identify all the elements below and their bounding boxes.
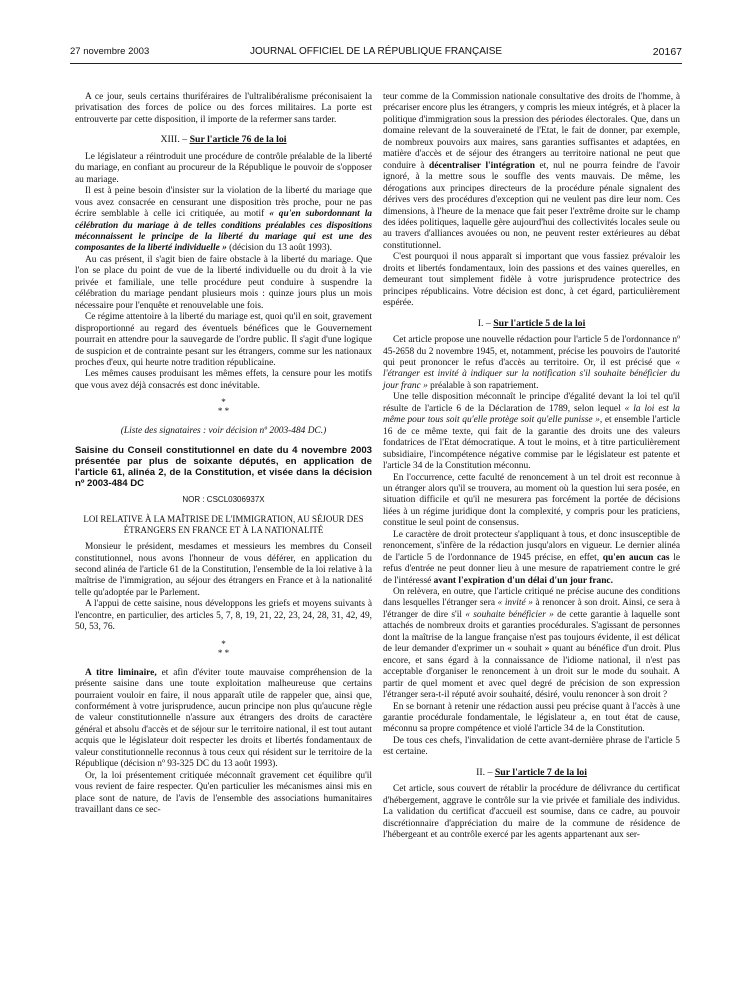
- separator-stars: * * *: [217, 638, 230, 658]
- text-run: préalable à son rapatriement.: [427, 380, 539, 391]
- text-run: de cette garantie à laquelle sont attachés de nombreux droits et garanties procédurales. S'agissant de personnes dont la maîtrise de la langue française n'est pas toujours évidente, il est délicat de leur demander d'exprimer un « souhait » quant au bénéfice d'un droit. Plus encore, et sans égard à la connaissance de l'idiome national, il n'est pas acceptable d'organiser le renoncement à un droit sur le mode du souhait. A partir de quel moment et avec quel degré de précision de son expression l'étranger sera-t-il réputé avoir souhaité, désiré, voulu renoncer à son droit ?: [383, 609, 680, 701]
- text-run: Le caractère de droit protecteur s'appliquant à tous, et donc insusceptible de renoncement, s'infère de la rédaction jusqu'alors en vigueur. Le dernier alinéa de l'article 5 de l'ordonnance de 1945 précise, en effet,: [383, 529, 680, 563]
- paragraph: C'est pourquoi il nous apparaît si important que vous fassiez prévaloir les droits et libertés fondamentaux, loin des passions et des vaines querelles, en demeurant tout simplement fidèle à votre jurisprudence protectrice des principes républicains. Votre décision est donc, à cet égard, particulièrement espérée.: [383, 252, 680, 309]
- section-heading: [383, 767, 680, 778]
- text-run: à renoncer à son droit. Ainsi, ce sera à l'étranger de dire s'il: [383, 598, 681, 620]
- paragraph: Monsieur le président, mesdames et messieurs les membres du Conseil constitutionnel, nous avons l'honneur de vous déférer, en application du second alinéa de l'article 61 de la Constitution, l'ensemble de la loi relative à la maîtrise de l'immigration, au séjour des étrangers en France et à la nationalité telle qu'adoptée par le Parlement.: [75, 542, 372, 598]
- paragraph: De tous ces chefs, l'invalidation de cette avant-dernière phrase de l'article 5 est certaine.: [383, 735, 680, 758]
- paragraph: [383, 587, 680, 702]
- paragraph: En se bornant à retenir une rédaction aussi peu précise quant à l'accès à une garantie procédurale fondamentale, le législateur a, en tout état de cause, méconnu sa propre compétence et violé l'article 34 de la Constitution.: [383, 701, 680, 735]
- signatories-note: (Liste des signataires : voir décision nº 2003-484 DC.): [120, 426, 327, 437]
- text-run: On relèvera, en outre, que l'article critiqué ne précise aucune des conditions dans lesquelles l'étranger sera: [383, 587, 680, 609]
- emphasis: avant l'expiration d'un délai d'un jour franc.: [433, 575, 613, 586]
- section-title: Sur l'article 5 de la loi: [493, 317, 586, 329]
- law-title: LOI RELATIVE À LA MAÎTRISE DE L'IMMIGRATION, AU SÉJOUR DES ÉTRANGERS EN FRANCE ET À LA NATIONALITÉ: [83, 514, 364, 536]
- text-run: (décision du 13 août 1993).: [226, 243, 333, 254]
- paragraph: Le législateur a réintroduit une procédure de contrôle préalable de la liberté du mariage, en confiant au procureur de la République le pouvoir de s'opposer au mariage.: [75, 151, 372, 185]
- nor-reference: NOR : CSCL0306937X: [182, 494, 265, 504]
- text-run: Cet article propose une nouvelle rédaction pour l'article 5 de l'ordonnance nº 45-2658 du 2 novembre 1945, et, notamment, précise les pouvoirs de l'autorité qui peut prononcer le refus d'accès au territoire. Or, il est précisé que: [383, 335, 680, 368]
- text-run: teur comme de la Commission nationale consultative des droits de l'homme, à précariser encore plus les étrangers, y compris les mieux intégrés, et à placer la politique d'immigration sous la pression des périodes électorales. Que, dans un domaine relevant de la souveraineté de l'Etat, le fait de donner, par exemple, de nombreux pouvoirs aux maires, sans garanties suffisantes et adaptées, en matière d'accès et de séjour des étrangers au territoire national ne peut que conduire à: [383, 92, 680, 171]
- paragraph: A l'appui de cette saisine, nous développons les griefs et moyens suivants à l'encontre, en particulier, des articles 5, 7, 8, 19, 21, 22, 23, 24, 28, 31, 42, 49, 50, 53, 76.: [75, 599, 372, 633]
- text-run: Une telle disposition méconnaît le principe d'égalité devant la loi tel qu'il résulte de l'article 6 de la Déclaration de 1789, selon lequel: [383, 392, 680, 414]
- section-number: I. –: [477, 317, 494, 329]
- paragraph: [383, 335, 680, 392]
- paragraph: A ce jour, seuls certains thuriféraires de l'ultralibéralisme préconisaient la privatisation des forces de police ou des forces militaires. La porte est entrouverte par cette disposition, il importe de la refermer sans tarder.: [75, 92, 372, 125]
- page-header: [70, 46, 682, 62]
- journal-title: JOURNAL OFFICIEL DE LA RÉPUBLIQUE FRANÇAISE: [249, 46, 503, 57]
- separator-stars: * * *: [217, 397, 230, 417]
- paragraph: En l'occurrence, cette faculté de renoncement à un tel droit est reconnue à un étranger alors qu'il se trouvera, au moment où la question lui sera posée, en situation difficile et qu'il ne mesurera pas forcément la portée de décisions liées à un régime juridique dont la complexité, y compris pour les praticiens, constitue le seul point de consensus.: [383, 472, 680, 529]
- text-run: et, nul ne pourra feindre de l'avoir ignoré, à la mettre sous le souffle des vents mauvais. De même, les dérogations aux principes directeurs de la procédure pénale signalent des dérives vers des procédures d'exception qui ne veulent pas dire leur nom. Ces dimensions, à l'heure de la menace que fait peser l'extrême droite sur le champ des idées politiques, laquelle gère aujourd'hui des collectivités locales seule ou au travers d'alliances avouées ou non, ne peuvent rester extérieures au débat constitutionnel.: [383, 160, 681, 251]
- quotation: « qu'en subordonnant la célébration du mariage à de telles conditions préalables ces dispositions méconnaissent le principe de la liberté du mariage qui est une des composantes de la liberté individuelle »: [75, 209, 372, 254]
- paragraph: [75, 668, 372, 771]
- paragraph: Les mêmes causes produisant les mêmes effets, la censure pour les motifs que vous avez déjà consacrés est donc inévitable.: [75, 369, 372, 391]
- lead-in: A titre liminaire,: [85, 667, 157, 678]
- paragraph: [383, 530, 680, 587]
- section-heading: [75, 134, 372, 145]
- paragraph: [383, 92, 680, 252]
- emphasis: qu'en aucun cas: [602, 552, 670, 563]
- saisine-heading: Saisine du Conseil constitutionnel en date du 4 novembre 2003 présentée par plus de soixante députés, en application de l'article 61, alinéa 2, de la Constitution, et visée dans la décision nº 2003-484 DC: [75, 444, 372, 490]
- quotation: « invité »: [497, 598, 533, 609]
- section-number: XIII. –: [160, 134, 190, 146]
- text-run: le refus d'entrée ne peut donner lieu à une mesure de rapatriement contre le gré de l'intéressé: [383, 552, 680, 586]
- header-date: 27 novembre 2003: [70, 46, 150, 57]
- paragraph: Or, la loi présentement critiquée méconnaît gravement cet équilibre qu'il vous revient de faire respecter. Qu'en particulier les mécanismes ainsi mis en place sont de nature, de l'avis de l'ensemble des associations humanitaires travaillant dans ce sec-: [75, 770, 372, 816]
- paragraph: Au cas présent, il s'agit bien de faire obstacle à la liberté du mariage. Que l'on se place du point de vue de la liberté individuelle ou du droit à la vie privée et familiale, une telle procédure peut conduire à suspendre la célébration du mariage pendant plusieurs mois : quinze jours plus un mois nécessaire pour l'enquête et renouvelable une fois.: [75, 254, 372, 311]
- section-title: Sur l'article 76 de la loi: [189, 134, 287, 146]
- paragraph: [75, 186, 372, 255]
- right-column: [383, 92, 680, 842]
- section-number: II. –: [476, 766, 495, 778]
- paragraph: [383, 392, 680, 472]
- text-run: et afin d'éviter toute mauvaise compréhension de la présente saisine dans une toute exploitation malheureuse que certains pourraient vouloir en faire, il nous apparaît utile de rappeler que, ainsi que, conformément à votre jurisprudence, aucun principe non plus qu'aucune règle de valeur constitutionnelle n'assure aux étrangers des droits de caractère général et absolu d'accès et de séjour sur le territoire national, il est tout autant acquis que le législateur doit respecter les droits et libertés fondamentaux de valeur constitutionnelle reconnus à tous ceux qui résident sur le territoire de la République (décision nº 93-325 DC du 13 août 1993).: [75, 667, 372, 770]
- header-rule: [70, 63, 682, 64]
- paragraph: Ce régime attentoire à la liberté du mariage est, quoi qu'il en soit, gravement disproportionné au regard des éventuels bénéfices que le Gouvernement pourrait en attendre pour la sauvegarde de l'ordre public. Il s'agit d'une logique de suspicion et de contrainte pesant sur les étrangers, comme sur les nationaux proches d'eux, qui heurte notre tradition républicaine.: [75, 312, 372, 368]
- emphasis: décentraliser l'intégration: [429, 160, 535, 171]
- quotation: « l'étranger est invité à indiquer sur la notification s'il souhaite bénéficier du jour franc »: [383, 357, 680, 391]
- section-title: Sur l'article 7 de la loi: [494, 766, 587, 778]
- left-column: [75, 92, 372, 817]
- page-number: 20167: [652, 46, 682, 58]
- text-run: Il est à peine besoin d'insister sur la violation de la liberté du mariage que vous avez consacrée en censurant une disposition très proche, pour ne pas écrire semblable à celle ici critiquée, au motif: [75, 186, 372, 220]
- section-heading: [383, 318, 680, 329]
- text-run: , et ensemble l'article 16 de ce même texte, qui fait de la garantie des droits une des valeurs fondatrices de l'Etat démocratique. A tout le moins, et à titre particulièrement subsidiaire, l'incompétence négative commise par le législateur est patente et l'article 34 de la Constitution méconnu.: [383, 415, 681, 472]
- quotation: « souhaite bénéficier »: [465, 609, 554, 620]
- paragraph: Cet article, sous couvert de rétablir la procédure de délivrance du certificat d'hébergement, aggrave le contrôle sur la vie privée et familiale des individus. La validation du certificat d'accueil est soumise, dans ce cadre, au pouvoir discrétionnaire d'appréciation du maire de la commune de résidence de l'hébergeant et au contrôle exercé par les agents appartenant aux ser-: [383, 784, 680, 841]
- quotation: « la loi est la même pour tous soit qu'elle protège soit qu'elle punisse »: [383, 403, 680, 426]
